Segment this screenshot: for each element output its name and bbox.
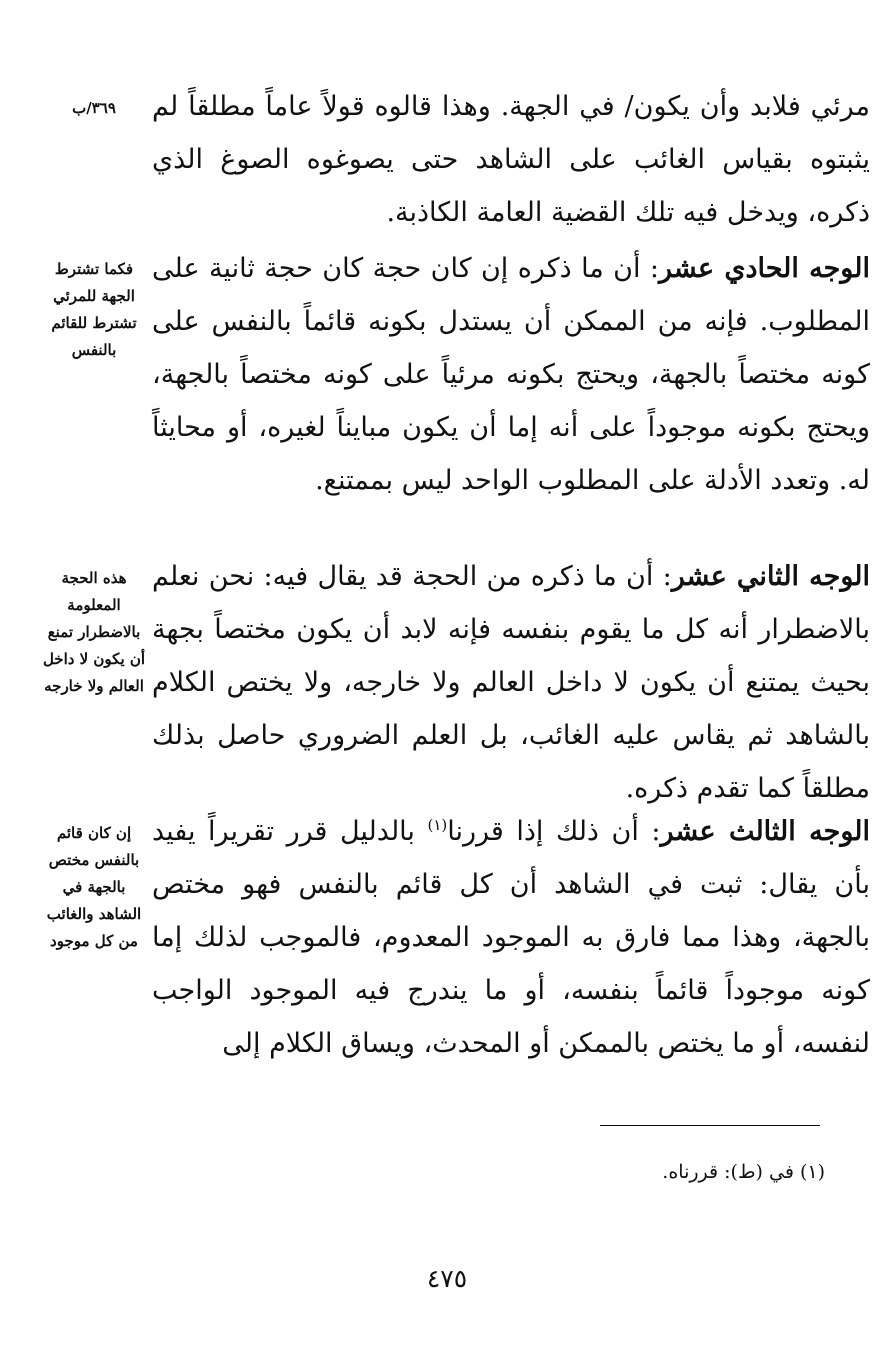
margin-note-3: إن كان قائم بالنفس مختص بالجهة في الشاهد والغائب من كل موجود [46, 824, 142, 950]
margin-note-1: فكما تشترط الجهة للمرئي تشترط للقائم بالنفس [51, 260, 137, 359]
paragraph-4-text: بالدليل قرر تقريراً يفيد بأن يقال: ثبت في الشاهد أن كل قائم بالنفس فهو مختص بالجهة، وهذا مما فارق به الموجود المعدوم، فالموجب لذلك إما كونه موجوداً قائماً بنفسه، أو ما يندرج فيه الموجود الواجب لنفسه، أو ما يختص بالممكن أو المحدث، ويساق الكلام إلى [152, 816, 870, 1059]
paragraph-4-text-before-ref: : أن ذلك إذا قررنا [447, 816, 661, 847]
footnote-separator [600, 1125, 820, 1126]
paragraph-2-text: : أن ما ذكره إن كان حجة كان حجة ثانية على المطلوب. فإنه من الممكن أن يستدل بكونه قائماً بالنفس على كونه مختصاً بالجهة، ويحتج بكونه مرئياً على كونه مختصاً بالجهة، ويحتج بكونه موجوداً على أنه إما أن يكون مبايناً لغيره، أو محايثاً له. وتعدد الأدلة على المطلوب الواحد ليس بممتنع. [152, 253, 870, 496]
paragraph-3 [152, 550, 870, 815]
margin-note-2: هذه الحجة المعلومة بالاضطرار تمنع أن يكون لا داخل العالم ولا خارجه [42, 569, 146, 695]
paragraph-3-lead: الوجه الثاني عشر [671, 561, 870, 592]
paragraph-2-lead: الوجه الحادي عشر [659, 253, 870, 284]
paragraph-2 [152, 242, 870, 507]
page-number: ٤٧٥ [426, 1264, 468, 1293]
paragraph-3-text: : أن ما ذكره من الحجة قد يقال فيه: نحن نعلم بالاضطرار أنه كل ما يقوم بنفسه فإنه لابد أن يكون مختصاً بجهة بحيث يمتنع أن يكون لا داخل العالم ولا خارجه، ولا يختص الكلام بالشاهد ثم يقاس عليه الغائب، بل العلم الضروري حاصل بذلك مطلقاً كما تقدم ذكره. [152, 561, 870, 804]
footnote-reference: (١) [427, 816, 448, 834]
paragraph-4-lead: الوجه الثالث عشر [660, 816, 870, 847]
footnote: (١) في (ط): قررناه. [662, 1161, 825, 1183]
paragraph-1-text: مرئي فلابد وأن يكون/ في الجهة. وهذا قالوه قولاً عاماً مطلقاً لم يثبتوه بقياس الغائب على الشاهد حتى يصوغوه الصوغ الذي ذكره، ويدخل فيه تلك القضية العامة الكاذبة. [152, 91, 870, 228]
paragraph-1 [152, 80, 870, 239]
paragraph-4 [152, 805, 870, 1070]
manuscript-folio-marker: ٣٦٩/ب [72, 99, 116, 117]
